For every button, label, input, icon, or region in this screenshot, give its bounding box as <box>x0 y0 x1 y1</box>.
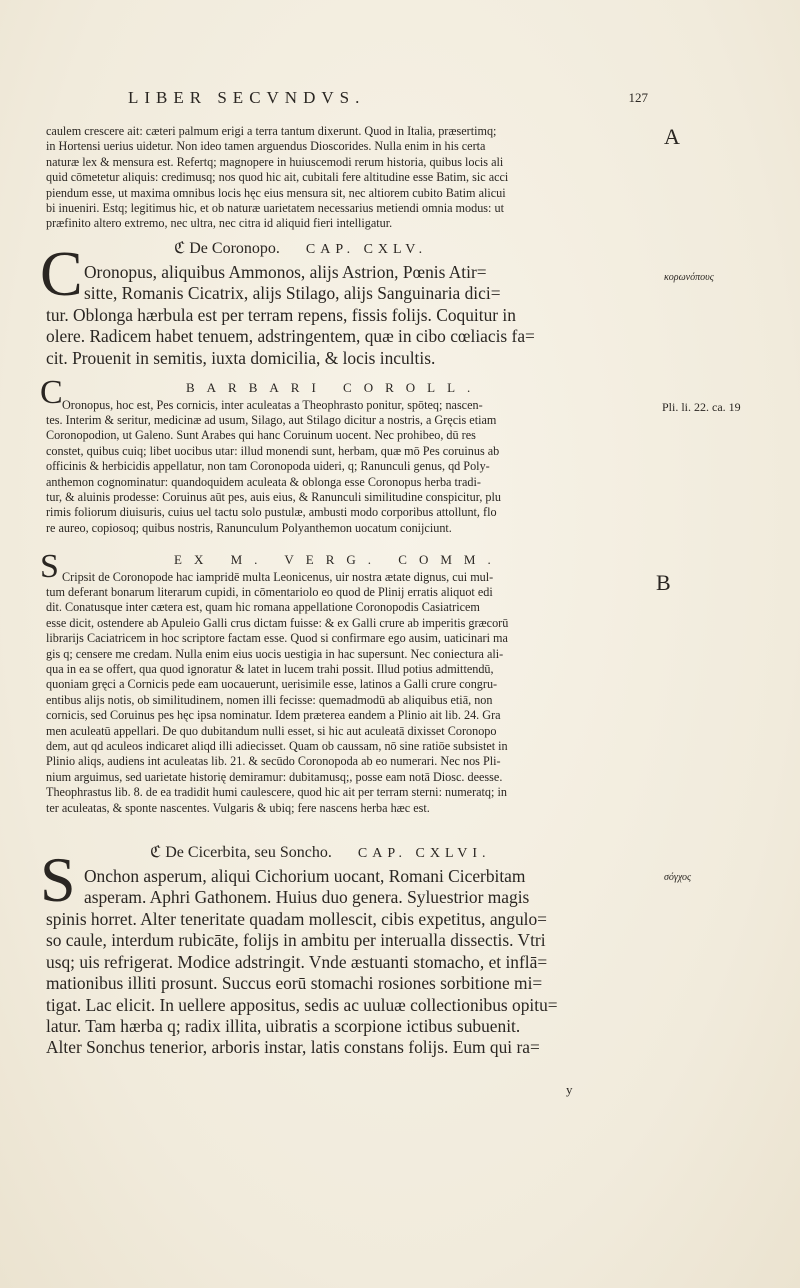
section-heading-barbari: BARBARI COROLL. <box>186 380 483 395</box>
text-line: mationibus illiti prosunt. Succus eorū stomachi rosiones sorbitione mi= <box>46 973 543 994</box>
text-line: præfinito altero extremo, nec ultra, nec citra id aliquid fieri intelligatur. <box>46 216 393 231</box>
text-line: so caule, interdum rubicāte, folijs in ambitu per interualla dissectis. Vtri <box>46 930 546 951</box>
text-line: quoniam gręci a Cornicis pede eam uocauerunt, uerisimile esse, latinos a Galli crure congru- <box>46 677 498 692</box>
text-line: dem, aut qd aculeos indicaret aliqd illi adiecisset. Quam ob caussam, nō sine ratiōe subsistet in <box>46 739 508 754</box>
chapter-number: CAP. CXLVI. <box>357 846 491 861</box>
barbari-paragraph <box>62 398 638 413</box>
initial-capital: S <box>40 548 59 585</box>
text-line: men aculeatū appellari. De quo dubitandum nulli esset, si hic aut aculeatā dixisset Coronopo <box>46 723 497 738</box>
margin-letter-a: A <box>664 124 680 149</box>
text-line: librarijs Caciatricem in hoc scriptore factam esse. Quod si confirmare ego ausim, uaticinari ma <box>46 631 508 646</box>
pilcrow-icon: ℭ <box>150 844 162 861</box>
text-line: in Hortensi uerius uidetur. Non ideo tamen arguendus Dioscorides. Nulla enim in his certa <box>46 139 486 154</box>
text-line: gis q; censere me credam. Nulla enim eius uocis uestigia in hac supersunt. Nec coniectura ali- <box>46 646 504 661</box>
text-line: qua in ea se offert, qua quod ignoratur & latet in lucem trahi possit. Illud potius admittendū, <box>46 662 494 677</box>
text-line: tum deferant bonarum literarum cupidi, in cōmentariolo eo quod de Plinij erratis aliquot edi <box>46 585 493 599</box>
text-line: Coronopodion, ut Galeno. Sunt Arabes qui hanc Coruinum uocent. Nec prohibeo, dū res <box>46 428 476 443</box>
text-line: Oronopus, hoc est, Pes cornicis, inter aculeatas a Theophrasto ponitur, spōteq; nascen- <box>62 398 483 412</box>
text-line: Theophrastus lib. 8. de ea tradidit humi caulescere, quod hic ait per terram sterni: numeratq; in <box>46 785 507 800</box>
barbari-paragraph-cont <box>46 413 638 536</box>
section-heading-verg: EX M. VERG. COMM. <box>174 552 503 567</box>
page-number: 127 <box>628 90 648 105</box>
sonchus-paragraph <box>84 866 636 909</box>
text-line: esse dicit, ostendere ab Apuleio Galli crus dictam fuisse: & ex Galli crure ab imperitis græcorū <box>46 615 509 630</box>
drop-cap: C <box>40 238 83 309</box>
text-line: dit. Conatusque inter cætera est, quam hic romana appellatione Coronopodis Casiatricem <box>46 600 480 615</box>
chapter-title: De Cicerbita, seu Soncho. <box>165 844 332 861</box>
text-line: entibus alijs notis, ob similitudinem, nomen illi fecisse: quemadmodū ab aliquibus etiā, non <box>46 692 493 707</box>
text-line: tigat. Lac elicit. In uellere appositus, sedis ac uuluæ collectionibus opitu= <box>46 994 558 1015</box>
margin-greek-note: σόγχος <box>664 872 692 883</box>
chapter-heading-sonchus <box>150 842 491 862</box>
verg-paragraph-cont <box>46 585 638 816</box>
initial-capital: C <box>40 374 63 411</box>
text-line: Onchon asperum, aliqui Cichorium uocant, Romani Cicerbitam <box>84 866 526 886</box>
text-line: Cripsit de Coronopode hac iampridē multa Leonicenus, uir nostra ætate dignus, cui mul- <box>62 570 494 584</box>
text-line: latur. Tam hærba q; radix illita, uibratis a scorpione ictibus subuenit. <box>46 1016 521 1037</box>
chapter-title: De Coronopo. <box>189 240 280 257</box>
text-line: Oronopus, aliquibus Ammonos, alijs Astrion, Pœnis Atir= <box>84 262 487 282</box>
text-line: tes. Interim & seritur, medicinæ ad usum, Silago, aut Stilago dicitur a nostris, a Gręcis etiam <box>46 413 497 427</box>
text-line: cornicis, sed Coruinus pes hęc ipsa nominatur. Idem præterea eandem a Plinio ait lib. 24. Gra <box>46 708 501 723</box>
text-line: cit. Prouenit in semitis, iuxta domicilia, & locis incultis. <box>46 347 436 368</box>
text-line: bi inueniri. Estq; legitimus hic, et ob naturæ uarietatem necessarius metiendi omnia modus: ut <box>46 201 504 216</box>
margin-greek-note: κορωνόπους <box>664 272 714 283</box>
text-line: asperam. Aphri Gathonem. Huius duo genera. Syluestrior magis <box>84 887 530 908</box>
coronopus-paragraph <box>84 262 636 305</box>
sonchus-paragraph-cont <box>46 909 638 1059</box>
text-line: sitte, Romanis Cicatrix, alijs Stilago, alijs Sanguinaria dici= <box>84 283 501 304</box>
margin-letter-b: B <box>656 570 671 595</box>
text-line: anthemon cognominatur: quandoquidem aculeata & oblonga esse Coronopus herba tradi- <box>46 474 481 489</box>
verg-paragraph <box>62 570 638 585</box>
page-header <box>128 88 648 108</box>
text-line: ter aculeatas, & sponte nascentes. Vulgaris & ubiq; fere nascens herba hæc est. <box>46 800 430 815</box>
text-line: spinis horret. Alter teneritate quadam mollescit, cibis expetitus, angulo= <box>46 909 547 929</box>
coronopus-paragraph-cont <box>46 305 638 369</box>
text-line: usq; uis refrigerat. Modice adstringit. Vnde æstuanti stomacho, et inflā= <box>46 951 548 972</box>
text-line: olere. Radicem habet tenuem, adstringentem, quæ in cibo cœliacis fa= <box>46 326 535 347</box>
text-line: piendum esse, ut maxima omnibus locis hęc eius mensura sit, nec altiorem cubito Batim alicui <box>46 185 506 200</box>
text-line: naturæ lex & mensura est. Refertq; magnopere in huiuscemodi rerum historia, quibus locis ali <box>46 154 504 169</box>
catchword: y <box>566 1082 573 1097</box>
text-line: rimis foliorum diuisuris, cuius uel tactu solo pustulæ, ambusti modo corporibus attollunt, flo <box>46 505 497 520</box>
chapter-number: CAP. CXLV. <box>305 242 428 257</box>
drop-cap: S <box>40 844 76 915</box>
pilcrow-icon: ℭ <box>174 240 186 257</box>
text-line: quid cōmetetur aliquis: credimusq; nos quod hic ait, cubitali fere altitudine esse Batim, sic acci <box>46 170 509 185</box>
text-line: caulem crescere ait: cæteri palmum erigi a terra tantum dixerunt. Quod in Italia, præsertimq; <box>46 124 497 138</box>
text-line: tur, & aluinis prodesse: Coruinus aūt pes, auis eius, & Ranunculi similitudine conspicitur, plu <box>46 490 501 505</box>
text-line: nium arguimus, sed uarietate historię demiramur: dubitamusq;, posse eam notā Diosc. deesse. <box>46 769 503 784</box>
text-line: officinis & herbicidis appellatur, non tam Coronopoda uideri, q; Ranunculi genus, qd Poly- <box>46 459 490 474</box>
text-line: Alter Sonchus tenerior, arboris instar, latis constans folijs. Eum qui ra= <box>46 1037 540 1058</box>
chapter-heading-coronopus <box>174 238 427 258</box>
text-line: Plinio aliqs, audiens int aculeatas lib. 21. & secūdo Coronopoda ab eo numerari. Nec nos Pli- <box>46 754 501 769</box>
running-head: LIBER SECVNDVS. <box>128 88 366 107</box>
text-line: tur. Oblonga hærbula est per terram repens, fissis folijs. Coquitur in <box>46 305 516 325</box>
text-line: re aureo, copiosoq; quibus nostris, Ranunculum Polyanthemon uocatum conijciunt. <box>46 520 452 535</box>
margin-citation: Pli. li. 22. ca. 19 <box>662 400 741 414</box>
text-line: constet, quibus cuiq; libet uocibus utar: illud monendi sunt, herbam, quæ mō Pes coruinus ab <box>46 443 500 458</box>
intro-paragraph <box>46 124 638 232</box>
